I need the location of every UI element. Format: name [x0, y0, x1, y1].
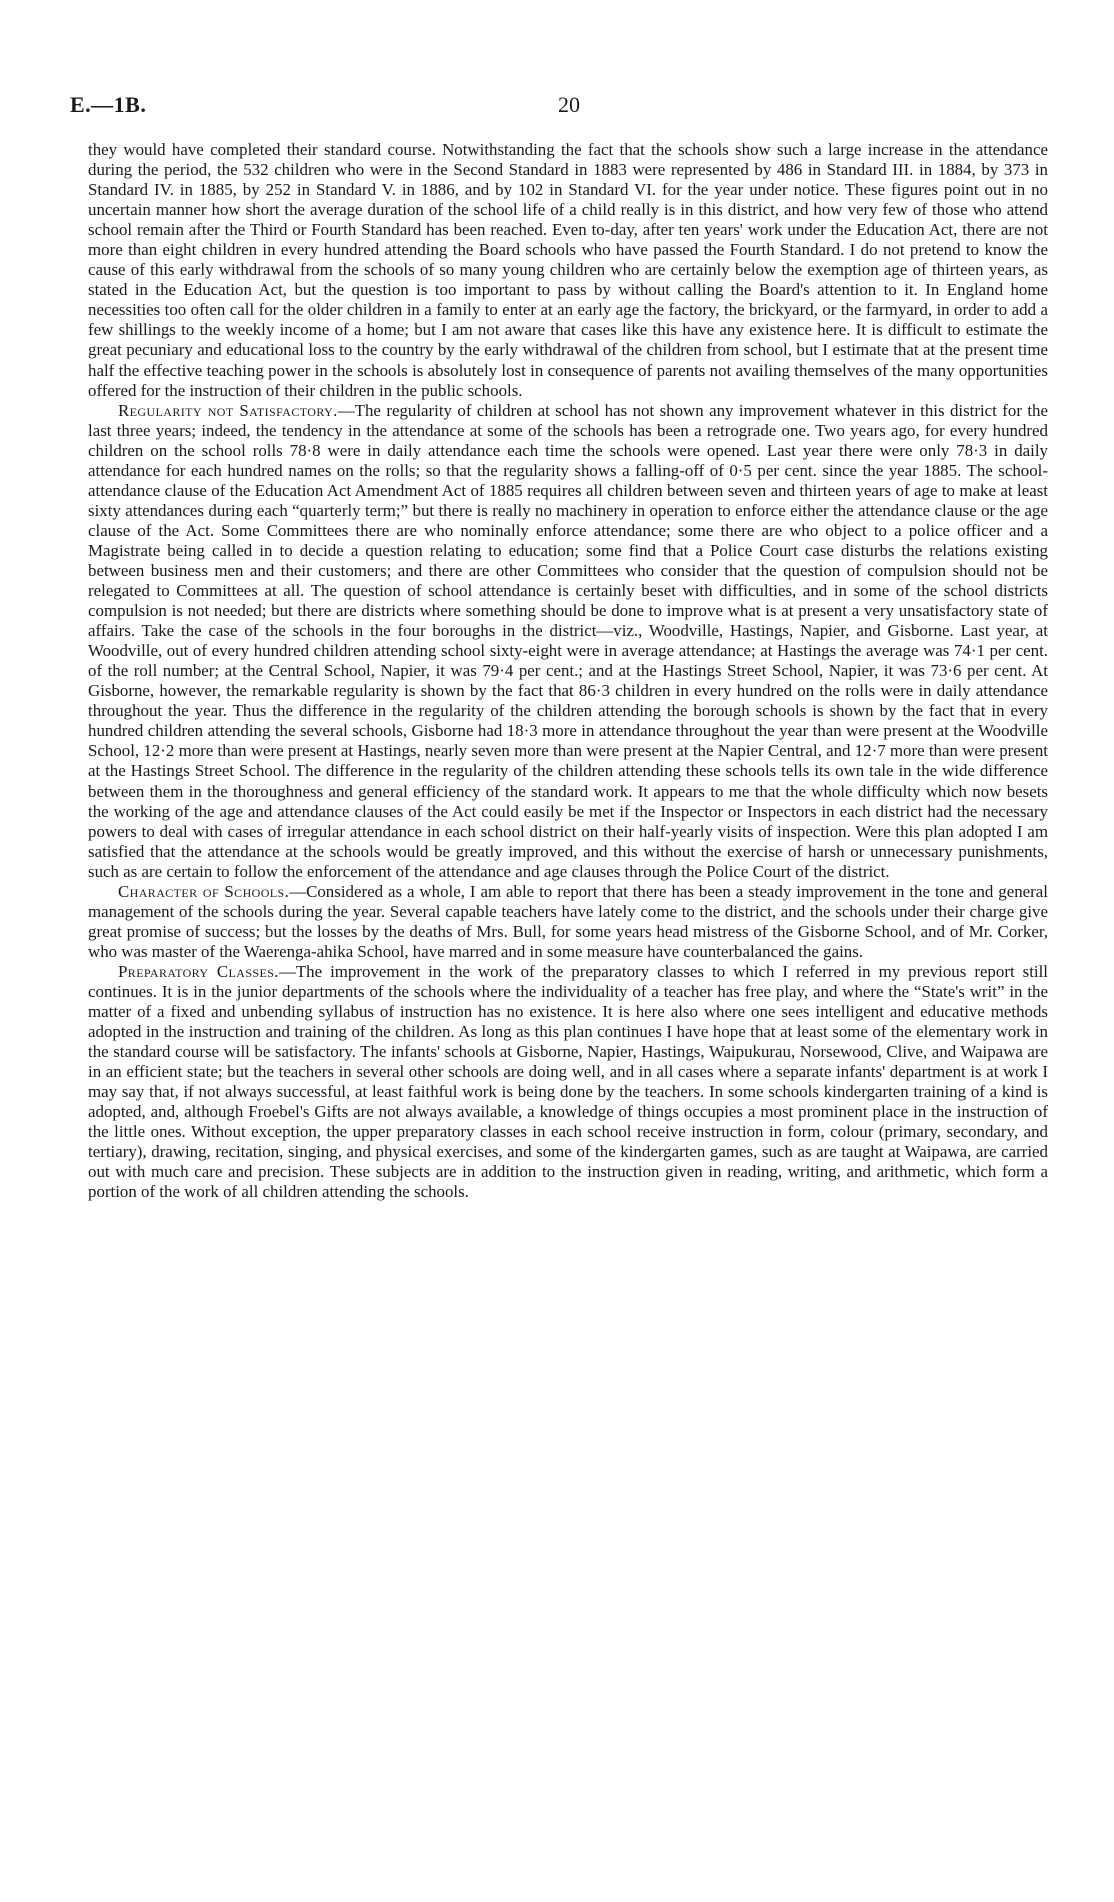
paragraph-character: [88, 882, 1048, 962]
paragraph-regularity: [88, 401, 1048, 882]
paragraph-text: they would have completed their standard course. Notwithstanding the fact that the schools show such a large increase in the attendance during the period, the 532 children who were in the Second Standard in 1883 were represented by 486 in Standard III. in 1884, by 373 in Standard IV. in 1885, by 252 in Standard V. in 1886, and by 102 in Standard VI. for the year under notice. These figures point out in no uncertain manner how short the average duration of the school life of a child really is in this district, and how very few of those who attend school remain after the Third or Fourth Standard has been reached. Even to-day, after ten years' work under the Education Act, there are not more than eight children in every hundred attending the Board schools who have passed the Fourth Standard. I do not pretend to know the cause of this early withdrawal from the schools of so many young children who are certainly below the exemption age of thirteen years, as stated in the Education Act, but the question is too important to pass by without calling the Board's attention to it. In England home necessities too often call for the older children in a family to enter at an early age the factory, the brickyard, or the farmyard, in order to add a few shillings to the weekly income of a home; but I am not aware that cases like this have any existence here. It is difficult to estimate the great pecuniary and educational loss to the country by the early withdrawal of the children from school, but I estimate that at the present time half the effective teaching power in the schools is absolutely lost in consequence of parents not availing themselves of the many opportunities offered for the instruction of their children in the public schools.: [88, 140, 1048, 400]
body-text: [88, 140, 1048, 1202]
paragraph-preparatory: [88, 962, 1048, 1203]
document-code: E.—1B.: [70, 92, 147, 117]
page-number: 20: [558, 92, 580, 117]
paragraph-text: —The regularity of children at school has not shown any improvement whatever in this district for the last three years; indeed, the tendency in the attendance at some of the schools has been a retrograde one. Two years ago, for every hundred children on the school rolls 78·8 were in daily attendance each time the schools were opened. Last year there were only 78·3 in daily attendance for each hundred names on the rolls; so that the regularity shows a falling-off of 0·5 per cent. since the year 1885. The school-attendance clause of the Education Act Amendment Act of 1885 requires all children between seven and thirteen years of age to make at least sixty attendances during each “quarterly term;” but there is really no machinery in operation to enforce either the attendance clause or the age clause of the Act. Some Committees there are who nominally enforce attendance; some there are who object to a police officer and a Magistrate being called in to decide a question relating to education; some find that a Police Court case disturbs the relations existing between business men and their customers; and there are other Committees who consider that the question of compulsion should not be relegated to Committees at all. The question of school attendance is certainly beset with difficulties, and in some of the school districts compulsion is not needed; but there are districts where something should be done to improve what is at present a very unsatisfactory state of affairs. Take the case of the schools in the four boroughs in the district—viz., Woodville, Hastings, Napier, and Gisborne. Last year, at Woodville, out of every hundred children attending school sixty-eight were in average attendance; at Hastings the average was 74·1 per cent. of the roll number; at the Central School, Napier, it was 79·4 per cent.; and at the Hastings Street School, Napier, it was 73·6 per cent. At Gisborne, however, the remarkable regularity is shown by the fact that 86·3 children in every hundred on the rolls were in daily attendance throughout the year. Thus the difference in the regularity of the children attending the borough schools is shown by the fact that in every hundred children attending the several schools, Gisborne had 18·3 more in attendance throughout the year than were present at the Woodville School, 12·2 more than were present at Hastings, nearly seven more than were present at the Napier Central, and 12·7 more than were present at the Hastings Street School. The difference in the regularity of the children attending these schools tells its own tale in the wide difference between them in the thoroughness and general efficiency of the standard work. It appears to me that the whole difficulty which now besets the working of the age and attendance clauses of the Act could easily be met if the Inspector or Inspectors in each district had the necessary powers to deal with cases of irregular attendance in each school district on their half-yearly visits of inspection. Were this plan adopted I am satisfied that the attendance at the schools would be greatly improved, and this without the exercise of harsh or unnecessary punishments, such as are certain to follow the enforcement of the attendance and age clauses through the Police Court of the district.: [88, 400, 1049, 881]
paragraph-text: —The improvement in the work of the preparatory classes to which I referred in my previous report still continues. It is in the junior departments of the schools where the individuality of a teacher has free play, and where the “State's writ” in the matter of a fixed and unbending syllabus of instruction has no existence. It is here also where one sees intelligent and educative methods adopted in the instruction and training of the children. As long as this plan continues I have hope that at least some of the elementary work in the standard course will be satisfactory. The infants' schools at Gisborne, Napier, Hastings, Waipukurau, Norsewood, Clive, and Waipawa are in an efficient state; but the teachers in several other schools are doing well, and in all cases where a separate infants' department is at work I may say that, if not always successful, at least faithful work is being done by the teachers. In some schools kindergarten training of a kind is adopted, and, although Froebel's Gifts are not always available, a knowledge of things occupies a most prominent place in the instruction of the little ones. Without exception, the upper preparatory classes in each school receive instruction in form, colour (primary, secondary, and tertiary), drawing, recitation, singing, and physical exercises, and some of the kindergarten games, such as are taught at Waipawa, are carried out with much care and precision. These subjects are in addition to the instruction given in reading, writing, and arithmetic, which form a portion of the work of all children attending the schools.: [88, 961, 1048, 1202]
section-heading-regularity: Regularity not Satisfactory.: [118, 400, 338, 420]
section-heading-preparatory: Preparatory Classes.: [118, 961, 279, 981]
paragraph-text: —Considered as a whole, I am able to report that there has been a steady improvement in the tone and general management of the schools during the year. Several capable teachers have lately come to the district, and the schools under their charge give great promise of success; but the losses by the deaths of Mrs. Bull, for some years head mistress of the Gisborne School, and of Mr. Corker, who was master of the Waerenga-ahika School, have marred and in some measure have counterbalanced the gains.: [88, 881, 1048, 961]
section-heading-character: Character of Schools.: [118, 881, 290, 901]
page-header: [70, 92, 1044, 136]
paragraph-continuation: [88, 140, 1048, 401]
